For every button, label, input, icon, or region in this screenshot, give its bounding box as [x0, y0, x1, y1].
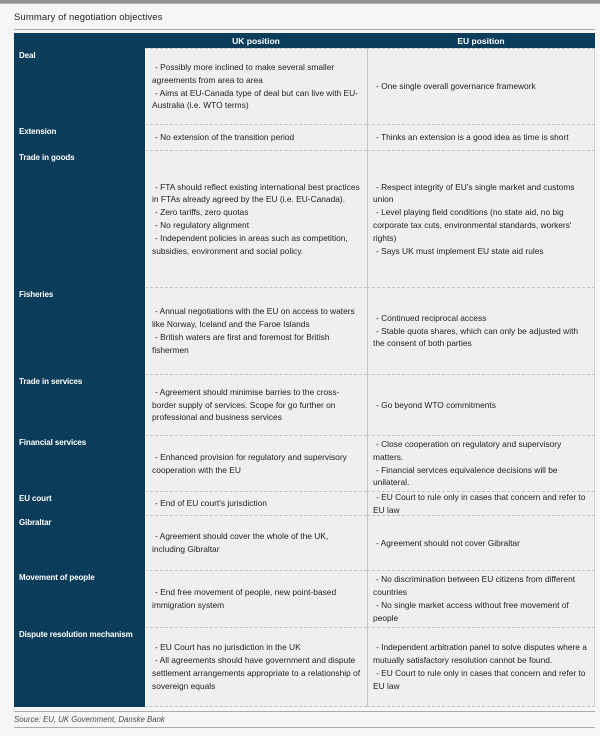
- footer-rule-bottom: [14, 727, 595, 728]
- row-label: Trade in goods: [14, 150, 145, 287]
- bullet-item: - EU Court to rule only in cases that concern and refer to EU law: [373, 491, 586, 515]
- eu-position-cell: [367, 48, 595, 124]
- uk-position-cell: [145, 150, 367, 287]
- bullet-item: - Close cooperation on regulatory and supervisory matters.: [373, 438, 562, 462]
- bullet-item: - No extension of the transition period: [155, 132, 295, 143]
- eu-position-cell: [367, 515, 595, 570]
- bullet-item: - Enhanced provision for regulatory and supervisory cooperation with the EU: [152, 451, 347, 475]
- title-rule: [14, 29, 595, 30]
- negotiation-objectives-table: [14, 33, 595, 707]
- table-row-goods: [14, 150, 595, 287]
- row-label: Movement of people: [14, 570, 145, 627]
- eu-position-cell: [367, 435, 595, 491]
- source-note: Source: EU, UK Government, Danske Bank: [14, 715, 165, 724]
- table-row-eucourt: [14, 491, 595, 515]
- bullet-item: - Respect integrity of EU's single market and customs union: [373, 181, 575, 205]
- bullet-item: - Agreement should cover the whole of the UK, including Gibraltar: [152, 531, 329, 554]
- eu-position-cell: [367, 124, 595, 150]
- row-label: Gibraltar: [14, 515, 145, 570]
- bullet-item: - Thinks an extension is a good idea as time is short: [376, 132, 569, 143]
- bullet-item: - All agreements should have government and dispute settlement arrangements appropriate to a relationship of sovereign equals: [152, 655, 361, 691]
- bullet-item: - FTA should reflect existing international best practices in FTAs already agreed by the EU (i.e. EU-Canada).: [152, 181, 360, 205]
- uk-position-cell: [145, 374, 367, 435]
- bullet-item: - Stable quota shares, which can only be adjusted with the consent of both parties: [373, 325, 579, 349]
- bullet-item: - No regulatory alignment: [155, 220, 250, 230]
- uk-position-cell: [145, 627, 367, 707]
- row-label: Dispute resolution mechanism: [14, 627, 145, 707]
- bullet-item: - No single market access without free movement of people: [373, 600, 569, 623]
- bullet-item: - Says UK must implement EU state aid rules: [376, 245, 544, 256]
- column-header-eu-position: EU position: [457, 35, 505, 46]
- bullet-item: - Go beyond WTO commitments: [376, 399, 496, 410]
- bullet-item: - Agreement should not cover Gibraltar: [376, 537, 520, 548]
- eu-position-cell: [367, 150, 595, 287]
- table-row-fisheries: [14, 287, 595, 374]
- bullet-item: - End of EU court's jurisdiction: [155, 498, 267, 509]
- bullet-item: - EU Court has no jurisdiction in the UK: [155, 642, 301, 653]
- uk-position-cell: [145, 515, 367, 570]
- bullet-item: - Independent arbitration panel to solve disputes where a mutually satisfactory resolution cannot be found.: [373, 642, 587, 666]
- table-row-extension: [14, 124, 595, 150]
- eu-position-cell: [367, 287, 595, 374]
- row-label: Extension: [14, 124, 145, 150]
- eu-position-cell: [367, 374, 595, 435]
- table-row-gibraltar: [14, 515, 595, 570]
- table-row-dispute: [14, 627, 595, 707]
- header-topic-cell: [14, 33, 145, 48]
- table-row-deal: [14, 48, 595, 124]
- column-header-uk-position: UK position: [232, 35, 280, 46]
- uk-position-cell: [145, 491, 367, 515]
- eu-position-cell: [367, 491, 595, 515]
- row-label: Deal: [14, 48, 145, 124]
- footer-rule-top: [14, 711, 595, 712]
- table-body: [14, 48, 595, 707]
- bullet-item: - Annual negotiations with the EU on access to waters like Norway, Iceland and the Faroe Islands: [152, 306, 355, 330]
- bullet-item: - Level playing field conditions (no state aid, no big corporate tax cuts, environmental standards, workers' rights): [373, 207, 572, 243]
- eu-position-cell: [367, 627, 595, 707]
- bullet-item: - Continued reciprocal access: [376, 312, 487, 323]
- bullet-item: - Zero tariffs, zero quotas: [155, 207, 249, 218]
- bullet-item: - Possibly more inclined to make several smaller agreements from area to area: [152, 61, 335, 85]
- table-row-movement: [14, 570, 595, 627]
- uk-position-cell: [145, 48, 367, 124]
- bullet-item: - Agreement should minimise barries to the cross-border supply of services. Scope for go further on professional and business services: [152, 386, 340, 423]
- bullet-item: - End free movement of people, new point-based immigration system: [152, 587, 337, 610]
- table-row-financial: [14, 435, 595, 491]
- row-label: Financial services: [14, 435, 145, 491]
- bullet-item: - Aims at EU-Canada type of deal but can live with EU-Australia (i.e. WTO terms): [152, 87, 358, 111]
- bullet-item: - One single overall governance framework: [376, 81, 536, 92]
- bullet-item: - No discrimination between EU citizens from different countries: [373, 574, 576, 598]
- bullet-item: - British waters are first and foremost for British fishermen: [152, 332, 330, 355]
- top-divider-bar: [0, 0, 600, 4]
- uk-position-cell: [145, 570, 367, 627]
- page-title: Summary of negotiation objectives: [14, 12, 163, 23]
- table-header-row: [14, 33, 595, 48]
- table-row-services: [14, 374, 595, 435]
- row-label: Trade in services: [14, 374, 145, 435]
- uk-position-cell: [145, 287, 367, 374]
- bullet-item: - Independent policies in areas such as competition, subsidies, environment and social policy.: [152, 232, 348, 256]
- uk-position-cell: [145, 435, 367, 491]
- bullet-item: - Financial services equivalence decisions will be unilateral.: [373, 464, 558, 488]
- bullet-item: - EU Court to rule only in cases that concern and refer to EU law: [373, 668, 586, 691]
- uk-position-cell: [145, 124, 367, 150]
- row-label: Fisheries: [14, 287, 145, 374]
- row-label: EU court: [14, 491, 145, 515]
- eu-position-cell: [367, 570, 595, 627]
